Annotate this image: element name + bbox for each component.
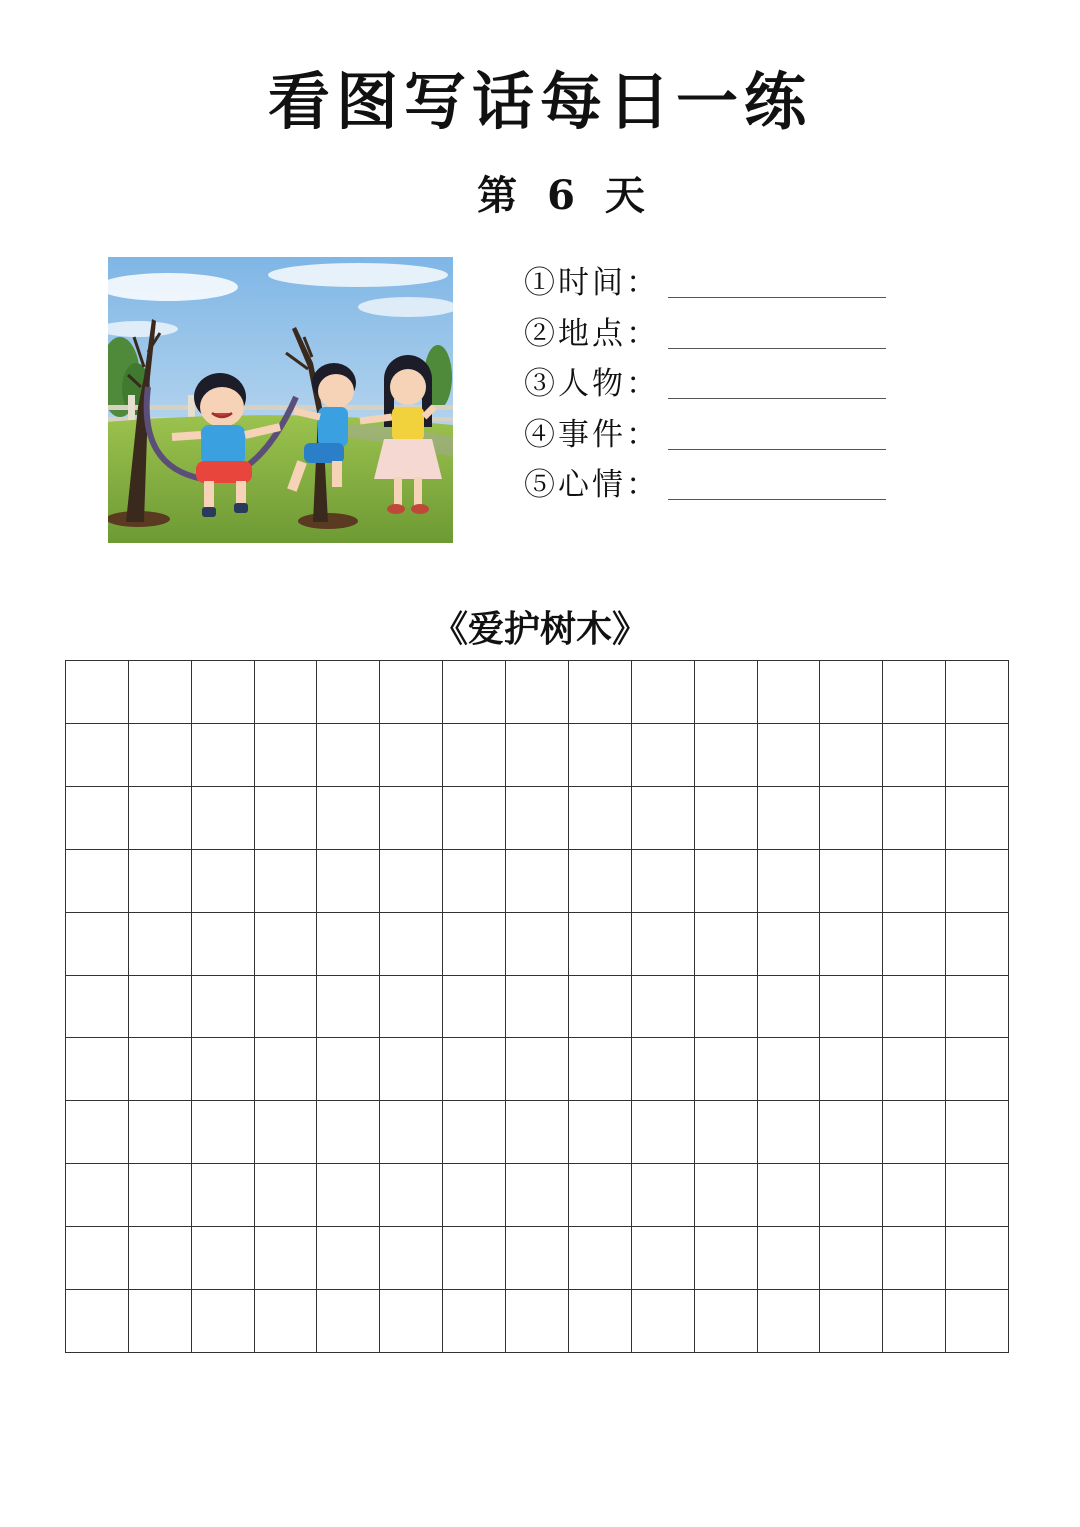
- grid-cell[interactable]: [129, 661, 192, 724]
- grid-cell[interactable]: [946, 850, 1009, 913]
- grid-cell[interactable]: [317, 787, 380, 850]
- grid-cell[interactable]: [883, 1290, 946, 1353]
- prompt-people: [520, 359, 900, 410]
- grid-cell[interactable]: [569, 913, 632, 976]
- grid-cell[interactable]: [129, 1290, 192, 1353]
- grid-cell[interactable]: [946, 1038, 1009, 1101]
- grid-cell[interactable]: [695, 1290, 758, 1353]
- prompt-label: ③人物：: [524, 366, 660, 402]
- grid-cell[interactable]: [695, 850, 758, 913]
- grid-cell[interactable]: [380, 976, 443, 1039]
- grid-cell[interactable]: [317, 913, 380, 976]
- grid-cell[interactable]: [506, 724, 569, 787]
- grid-cell[interactable]: [820, 1227, 883, 1290]
- grid-cell[interactable]: [66, 1038, 129, 1101]
- grid-cell[interactable]: [255, 1227, 318, 1290]
- writing-grid: [65, 660, 1009, 1353]
- grid-cell[interactable]: [380, 1038, 443, 1101]
- grid-cell[interactable]: [192, 850, 255, 913]
- grid-cell[interactable]: [129, 787, 192, 850]
- prompt-label: ①时间：: [524, 265, 660, 301]
- grid-cell[interactable]: [443, 1038, 506, 1101]
- grid-cell[interactable]: [883, 976, 946, 1039]
- grid-cell[interactable]: [632, 1227, 695, 1290]
- grid-cell[interactable]: [443, 913, 506, 976]
- grid-cell[interactable]: [506, 1290, 569, 1353]
- grid-cell[interactable]: [443, 850, 506, 913]
- grid-cell[interactable]: [695, 913, 758, 976]
- grid-cell[interactable]: [317, 976, 380, 1039]
- grid-cell[interactable]: [883, 1164, 946, 1227]
- grid-cell[interactable]: [758, 976, 821, 1039]
- grid-cell[interactable]: [569, 1290, 632, 1353]
- grid-cell[interactable]: [695, 1038, 758, 1101]
- grid-cell[interactable]: [695, 1101, 758, 1164]
- grid-cell[interactable]: [192, 976, 255, 1039]
- grid-cell[interactable]: [443, 661, 506, 724]
- grid-cell[interactable]: [66, 724, 129, 787]
- grid-cell[interactable]: [820, 850, 883, 913]
- grid-cell[interactable]: [66, 850, 129, 913]
- grid-cell[interactable]: [66, 1290, 129, 1353]
- grid-cell[interactable]: [506, 913, 569, 976]
- grid-cell[interactable]: [317, 1038, 380, 1101]
- prompt-list: [520, 258, 900, 511]
- grid-cell[interactable]: [380, 913, 443, 976]
- grid-cell[interactable]: [192, 1290, 255, 1353]
- grid-cell[interactable]: [192, 913, 255, 976]
- grid-cell[interactable]: [255, 1290, 318, 1353]
- grid-cell[interactable]: [192, 1038, 255, 1101]
- grid-cell[interactable]: [443, 1101, 506, 1164]
- answer-line[interactable]: [668, 348, 886, 349]
- grid-cell[interactable]: [883, 787, 946, 850]
- grid-cell[interactable]: [317, 724, 380, 787]
- grid-cell[interactable]: [317, 1101, 380, 1164]
- grid-cell[interactable]: [758, 661, 821, 724]
- grid-cell[interactable]: [946, 724, 1009, 787]
- grid-cell[interactable]: [883, 850, 946, 913]
- grid-cell[interactable]: [192, 1101, 255, 1164]
- answer-line[interactable]: [668, 449, 886, 450]
- grid-cell[interactable]: [632, 787, 695, 850]
- grid-cell[interactable]: [380, 1227, 443, 1290]
- grid-cell[interactable]: [129, 724, 192, 787]
- grid-cell[interactable]: [317, 1164, 380, 1227]
- grid-cell[interactable]: [758, 1101, 821, 1164]
- grid-cell[interactable]: [883, 661, 946, 724]
- prompt-label: ④事件：: [524, 416, 660, 453]
- illustration-image: [108, 257, 453, 543]
- grid-cell[interactable]: [506, 1101, 569, 1164]
- grid-cell[interactable]: [317, 661, 380, 724]
- grid-cell[interactable]: [695, 787, 758, 850]
- grid-cell[interactable]: [255, 661, 318, 724]
- grid-cell[interactable]: [192, 1227, 255, 1290]
- essay-title: 《爱护树木》: [431, 608, 648, 650]
- grid-cell[interactable]: [443, 724, 506, 787]
- grid-cell[interactable]: [66, 1227, 129, 1290]
- prompt-label: ⑤心情：: [524, 467, 660, 503]
- prompt-place: [520, 309, 900, 360]
- grid-cell[interactable]: [569, 1227, 632, 1290]
- grid-cell[interactable]: [632, 1101, 695, 1164]
- grid-cell[interactable]: [129, 1038, 192, 1101]
- grid-cell[interactable]: [569, 850, 632, 913]
- grid-cell[interactable]: [758, 1038, 821, 1101]
- grid-cell[interactable]: [192, 1164, 255, 1227]
- grid-cell[interactable]: [820, 787, 883, 850]
- grid-cell[interactable]: [506, 1227, 569, 1290]
- grid-cell[interactable]: [443, 1227, 506, 1290]
- grid-cell[interactable]: [946, 661, 1009, 724]
- grid-cell[interactable]: [380, 787, 443, 850]
- grid-cell[interactable]: [317, 850, 380, 913]
- grid-cell[interactable]: [695, 661, 758, 724]
- grid-cell[interactable]: [820, 1290, 883, 1353]
- grid-cell[interactable]: [695, 1164, 758, 1227]
- grid-cell[interactable]: [695, 724, 758, 787]
- grid-cell[interactable]: [569, 787, 632, 850]
- grid-cell[interactable]: [946, 1164, 1009, 1227]
- grid-cell[interactable]: [255, 724, 318, 787]
- grid-cell[interactable]: [380, 1290, 443, 1353]
- grid-cell[interactable]: [632, 1164, 695, 1227]
- grid-cell[interactable]: [506, 850, 569, 913]
- prompt-mood: [520, 460, 900, 511]
- grid-cell[interactable]: [380, 661, 443, 724]
- grid-cell[interactable]: [380, 1101, 443, 1164]
- grid-cell[interactable]: [569, 724, 632, 787]
- grid-cell[interactable]: [129, 1164, 192, 1227]
- grid-cell[interactable]: [506, 661, 569, 724]
- grid-cell[interactable]: [192, 661, 255, 724]
- grid-cell[interactable]: [820, 1164, 883, 1227]
- grid-cell[interactable]: [946, 913, 1009, 976]
- grid-cell[interactable]: [758, 913, 821, 976]
- grid-cell[interactable]: [129, 976, 192, 1039]
- grid-cell[interactable]: [820, 1038, 883, 1101]
- grid-cell[interactable]: [820, 976, 883, 1039]
- grid-cell[interactable]: [695, 1227, 758, 1290]
- grid-cell[interactable]: [380, 1164, 443, 1227]
- grid-cell[interactable]: [443, 1290, 506, 1353]
- grid-cell[interactable]: [129, 1227, 192, 1290]
- grid-cell[interactable]: [255, 976, 318, 1039]
- grid-cell[interactable]: [632, 913, 695, 976]
- grid-cell[interactable]: [758, 850, 821, 913]
- grid-cell[interactable]: [758, 1164, 821, 1227]
- grid-cell[interactable]: [255, 787, 318, 850]
- grid-cell[interactable]: [883, 724, 946, 787]
- grid-cell[interactable]: [632, 976, 695, 1039]
- grid-cell[interactable]: [820, 913, 883, 976]
- grid-cell[interactable]: [946, 1227, 1009, 1290]
- grid-cell[interactable]: [946, 976, 1009, 1039]
- grid-cell[interactable]: [255, 1164, 318, 1227]
- grid-cell[interactable]: [443, 787, 506, 850]
- grid-cell[interactable]: [569, 1038, 632, 1101]
- page-title: 看图写话每日一练: [267, 65, 812, 138]
- grid-cell[interactable]: [883, 1227, 946, 1290]
- grid-cell[interactable]: [758, 1227, 821, 1290]
- grid-cell[interactable]: [192, 787, 255, 850]
- grid-cell[interactable]: [66, 787, 129, 850]
- prompt-event: [520, 410, 900, 461]
- grid-cell[interactable]: [443, 1164, 506, 1227]
- grid-cell[interactable]: [632, 661, 695, 724]
- grid-cell[interactable]: [66, 661, 129, 724]
- grid-cell[interactable]: [317, 1290, 380, 1353]
- grid-cell[interactable]: [380, 850, 443, 913]
- grid-cell[interactable]: [66, 976, 129, 1039]
- grid-cell[interactable]: [946, 1290, 1009, 1353]
- grid-cell[interactable]: [506, 1038, 569, 1101]
- grid-cell[interactable]: [820, 724, 883, 787]
- grid-cell[interactable]: [255, 913, 318, 976]
- grid-cell[interactable]: [66, 1164, 129, 1227]
- grid-cell[interactable]: [569, 661, 632, 724]
- grid-cell[interactable]: [255, 850, 318, 913]
- grid-cell[interactable]: [820, 661, 883, 724]
- grid-cell[interactable]: [317, 1227, 380, 1290]
- grid-cell[interactable]: [695, 976, 758, 1039]
- grid-cell[interactable]: [66, 913, 129, 976]
- grid-cell[interactable]: [192, 724, 255, 787]
- grid-cell[interactable]: [569, 1101, 632, 1164]
- grid-cell[interactable]: [632, 1290, 695, 1353]
- grid-cell[interactable]: [883, 1101, 946, 1164]
- grid-cell[interactable]: [632, 850, 695, 913]
- grid-cell[interactable]: [946, 787, 1009, 850]
- answer-line[interactable]: [668, 297, 886, 298]
- grid-cell[interactable]: [569, 976, 632, 1039]
- answer-line[interactable]: [668, 398, 886, 399]
- prompt-time: [520, 258, 900, 309]
- grid-cell[interactable]: [255, 1038, 318, 1101]
- grid-cell[interactable]: [506, 787, 569, 850]
- grid-cell[interactable]: [443, 976, 506, 1039]
- grid-cell[interactable]: [820, 1101, 883, 1164]
- grid-cell[interactable]: [66, 1101, 129, 1164]
- grid-cell[interactable]: [129, 913, 192, 976]
- grid-cell[interactable]: [380, 724, 443, 787]
- grid-cell[interactable]: [758, 787, 821, 850]
- grid-cell[interactable]: [632, 724, 695, 787]
- prompt-label: ②地点：: [524, 315, 660, 352]
- grid-cell[interactable]: [129, 850, 192, 913]
- grid-cell[interactable]: [569, 1164, 632, 1227]
- grid-cell[interactable]: [632, 1038, 695, 1101]
- grid-cell[interactable]: [883, 913, 946, 976]
- answer-line[interactable]: [668, 499, 886, 500]
- grid-cell[interactable]: [129, 1101, 192, 1164]
- grid-cell[interactable]: [883, 1038, 946, 1101]
- grid-cell[interactable]: [758, 1290, 821, 1353]
- grid-cell[interactable]: [506, 976, 569, 1039]
- grid-cell[interactable]: [758, 724, 821, 787]
- day-label: 第 6 天: [477, 172, 653, 219]
- grid-cell[interactable]: [506, 1164, 569, 1227]
- grid-cell[interactable]: [255, 1101, 318, 1164]
- grid-cell[interactable]: [946, 1101, 1009, 1164]
